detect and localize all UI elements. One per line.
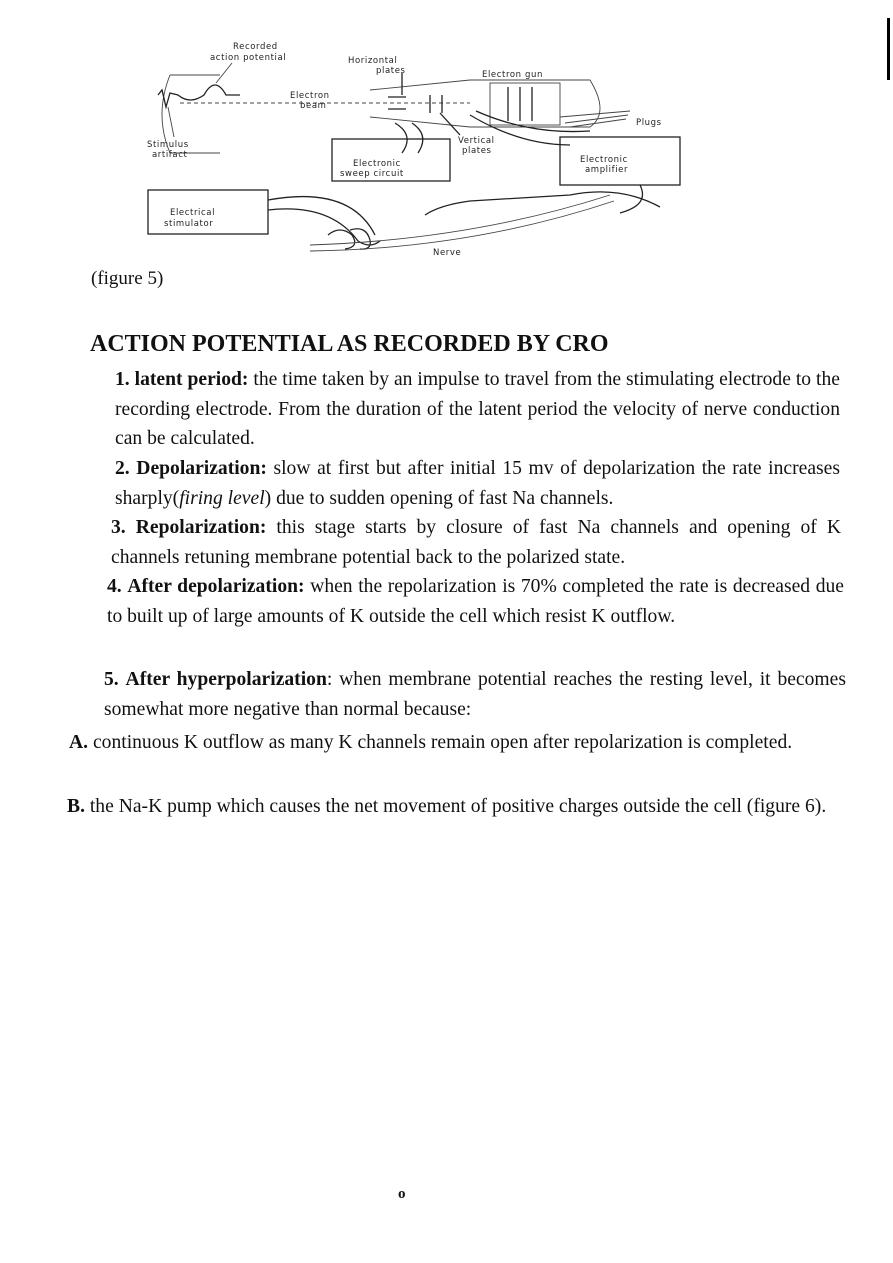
electron-gun-body xyxy=(490,83,560,125)
item-number: 4. xyxy=(107,576,122,597)
item-text: slow at first but after initial 15 mv of depolarization the rate increases sharply( xyxy=(115,458,840,509)
label-electron-gun: Electron gun xyxy=(482,70,543,80)
label-vertical-plates-1: Vertical xyxy=(458,136,495,146)
label-horizontal-plates-1: Horizontal xyxy=(348,56,398,66)
sub-item-a xyxy=(69,728,848,758)
electron-gun-electrodes xyxy=(508,87,532,121)
item-text: this stage starts by closure of fast Na channels and opening of K channels retuning membrane potential back to the polarized state. xyxy=(111,517,841,568)
label-plugs: Plugs xyxy=(636,118,662,128)
section-title: ACTION POTENTIAL AS RECORDED BY CRO xyxy=(90,331,609,357)
sub-item-label: A. xyxy=(69,732,89,753)
label-electron-beam-1: Electron xyxy=(290,91,330,101)
item-text: when the repolarization is 70% completed the rate is decreased due to built up of large amounts of K outside the cell which resist K outflow. xyxy=(107,576,844,627)
label-recorded-ap-1: Recorded xyxy=(233,42,278,52)
label-amplifier-1: Electronic xyxy=(580,155,628,165)
item-term: Depolarization: xyxy=(136,458,267,479)
item-text: the time taken by an impulse to travel from the stimulating electrode to the recording electrode. From the duration of the latent period the velocity of nerve conduction can be calculated. xyxy=(115,369,840,449)
label-amplifier-2: amplifier xyxy=(585,165,629,175)
item-number: 2. xyxy=(115,458,130,479)
recorded-ap-pointer xyxy=(216,63,232,83)
item-after-hyperpolarization xyxy=(104,665,846,724)
item-number: 1. xyxy=(115,369,130,390)
item-latent-period xyxy=(115,365,840,454)
plugs-hatch xyxy=(560,111,630,127)
label-stimulus-artifact-2: artifact xyxy=(152,150,188,160)
label-stimulator-1: Electrical xyxy=(170,208,216,218)
cro-recording-diagram xyxy=(140,35,700,260)
amplifier-output-lead xyxy=(620,185,643,213)
recorded-trace xyxy=(158,85,240,107)
item-text: : when membrane potential reaches the resting level, it becomes somewhat more negative than normal because: xyxy=(104,669,846,720)
nerve-fiber xyxy=(310,195,614,251)
page-edge-mark xyxy=(887,18,890,80)
item-term: After hyperpolarization xyxy=(125,669,327,690)
label-electron-beam-2: beam xyxy=(300,101,327,111)
label-nerve: Nerve xyxy=(433,248,462,258)
horizontal-plates xyxy=(388,73,406,109)
item-term: latent period: xyxy=(134,369,249,390)
sub-item-b xyxy=(67,792,850,822)
item-number: 3. xyxy=(111,517,126,538)
stimulator-leads xyxy=(268,197,380,245)
label-stimulus-artifact-1: Stimulus xyxy=(147,140,189,150)
item-depolarization xyxy=(115,454,840,513)
item-after-depolarization xyxy=(107,572,844,631)
item-repolarization xyxy=(111,513,841,572)
item-italic: firing level xyxy=(179,487,265,509)
label-sweep-circuit-1: Electronic xyxy=(353,159,401,169)
label-recorded-ap-2: action potential xyxy=(210,53,287,63)
sweep-circuit-leads xyxy=(395,123,423,153)
page-number: o xyxy=(398,1186,406,1202)
label-sweep-circuit-2: sweep circuit xyxy=(340,169,404,179)
label-horizontal-plates-2: plates xyxy=(376,66,406,76)
label-stimulator-2: stimulator xyxy=(164,219,214,229)
label-vertical-plates-2: plates xyxy=(462,146,492,156)
stimulus-pointer xyxy=(168,107,174,137)
item-term: After depolarization: xyxy=(127,576,305,597)
sub-item-label: B. xyxy=(67,796,85,817)
item-number: 5. xyxy=(104,669,119,690)
item-term: Repolarization: xyxy=(135,517,267,538)
sub-item-text: the Na-K pump which causes the net movement of positive charges outside the cell (figure 6). xyxy=(84,796,827,817)
figure-caption: (figure 5) xyxy=(91,268,164,289)
item-text-after: ) due to sudden opening of fast Na channels. xyxy=(264,487,614,509)
vertical-plates xyxy=(430,95,460,135)
sub-item-text: continuous K outflow as many K channels remain open after repolarization is completed. xyxy=(88,732,793,753)
